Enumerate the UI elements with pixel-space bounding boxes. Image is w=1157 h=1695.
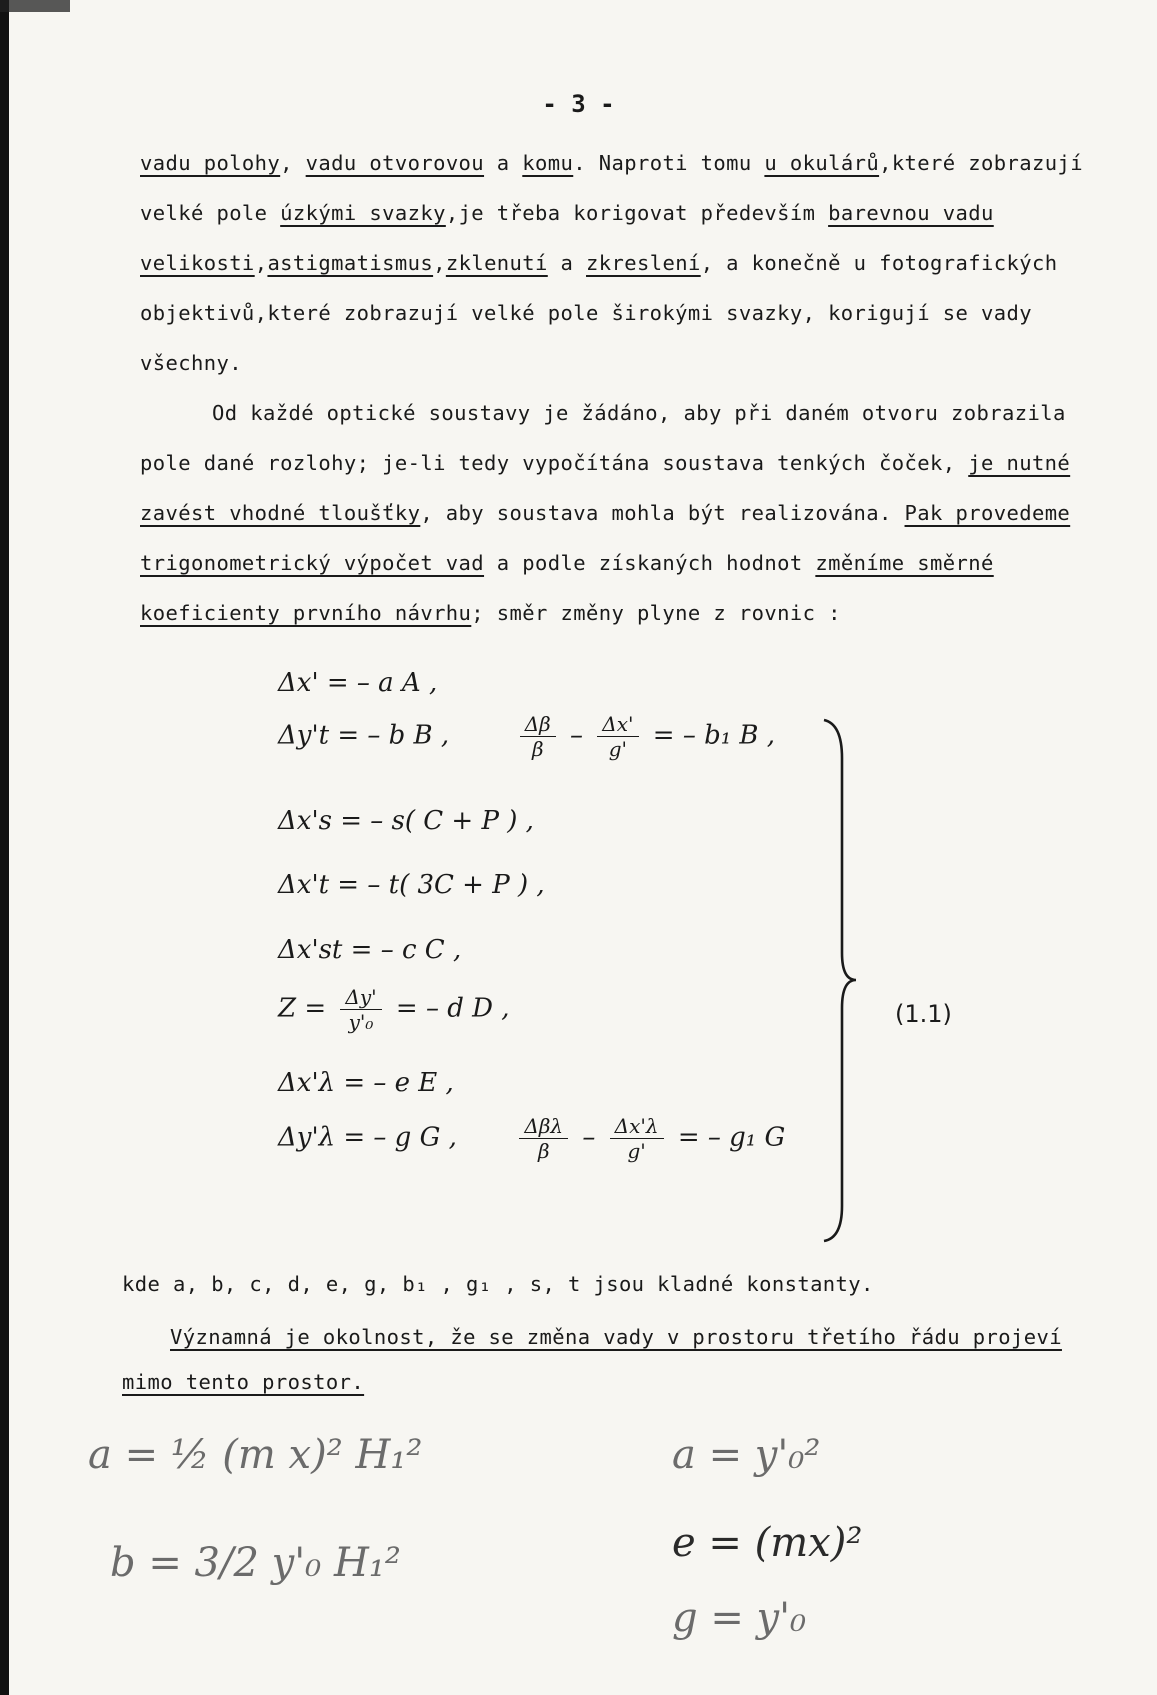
equation-8-fraction-1: $\frac{\text{Δβλ}}{\beta}$ [519, 1114, 568, 1163]
equation-number: (1.1) [895, 1000, 952, 1028]
right-brace [820, 718, 860, 1243]
equation-8-rhs: = – g₁ G [677, 1122, 786, 1153]
p1-segment-0: vadu polohy [140, 151, 281, 175]
p2-segment-6: ; směr změny plyne z rovnic : [471, 601, 841, 625]
equation-2-fraction-2: $\frac{\Delta x'}{g'}$ [597, 712, 638, 761]
p1-segment-3: a [484, 151, 523, 175]
p1-segment-10: barevnou vadu velikosti [140, 201, 994, 275]
page-number: - 3 - [542, 90, 615, 118]
equation-7 [278, 1068, 454, 1098]
p1-segment-12: astigmatismus [267, 251, 434, 275]
equation-8-fraction-2: $\frac{\Delta x'\lambda}{g'}$ [610, 1114, 664, 1163]
note-segment-0: Významná je okolnost, že se změna vady v prostoru třetího řádu projeví mimo tento prostor. [122, 1325, 1062, 1394]
equation-1-text: Δx' = – a A , [278, 668, 438, 698]
equation-4 [278, 870, 545, 900]
p1-segment-5: . Naproti tomu [573, 151, 765, 175]
equation-8-lhs: Δy'λ = – g G , [278, 1122, 457, 1153]
body-text [140, 138, 1110, 638]
equation-2-minus: – [570, 720, 583, 751]
handwritten-right-1: a = y'₀² [672, 1432, 821, 1478]
p1-segment-1: , [280, 151, 306, 175]
p1-segment-4: komu [522, 151, 574, 175]
p1-segment-17: , a konečně u fotografických objektivů,které zobrazují velké pole širokými svazky, korigují se vady všechny. [140, 251, 1058, 375]
equation-6 [278, 985, 510, 1034]
handwritten-b-equation: b = 3/2 y'₀ H₁² [110, 1540, 401, 1586]
p2-segment-3: Pak provedeme trigonometrický výpočet vad [140, 501, 1071, 575]
equation-8 [278, 1114, 785, 1163]
paragraph-1 [140, 138, 1110, 388]
note-paragraph [122, 1315, 1102, 1405]
constants-line: kde a, b, c, d, e, g, b₁ , g₁ , s, t jsou kladné konstanty. [122, 1272, 874, 1296]
p1-segment-14: zklenutí [445, 251, 548, 275]
p2-segment-1: je nutné zavést vhodné tloušťky [140, 451, 1071, 525]
p1-segment-8: úzkými svazky [280, 201, 446, 225]
p1-segment-16: zkreslení [586, 251, 701, 275]
scan-top-mark [0, 0, 70, 12]
equation-6-rhs: = – d D , [395, 993, 510, 1024]
p2-segment-2: , aby soustava mohla být realizována. [420, 501, 905, 525]
p1-segment-2: vadu otvorovou [305, 151, 485, 175]
equation-2-lhs: Δy't = – b B , [278, 720, 450, 751]
p1-segment-15: a [547, 251, 587, 275]
p1-segment-11: , [254, 251, 268, 275]
equation-5 [278, 935, 461, 965]
equation-2-fraction-1: $\frac{\Delta\beta}{\beta}$ [520, 712, 556, 761]
p1-segment-6: u okulárů [764, 151, 880, 175]
handwritten-right-3: g = y'₀ [672, 1595, 807, 1641]
equation-1 [278, 668, 437, 698]
p1-segment-9: ,je třeba korigovat především [445, 201, 829, 225]
p1-segment-7: ,které zobrazují velké pole [140, 151, 1083, 225]
equation-2-rhs: = – b₁ B , [652, 720, 776, 751]
scan-left-edge [0, 0, 9, 1695]
handwritten-right-2: e = (mx)² [672, 1520, 863, 1566]
p2-segment-5: změníme směrné koeficienty prvního návrhu [140, 551, 994, 625]
note-text [122, 1315, 1102, 1405]
equation-4-text: Δx't = – t( 3C + P ) , [278, 870, 545, 900]
handwritten-a-equation: a = ½ (m x)² H₁² [88, 1432, 423, 1478]
equation-7-text: Δx'λ = – e E , [278, 1068, 454, 1098]
equation-3 [278, 806, 534, 836]
equation-5-text: Δx'st = – c C , [278, 935, 462, 965]
equation-3-text: Δx's = – s( C + P ) , [278, 806, 534, 836]
equation-6-fraction: $\frac{\Delta y'}{\text{y'₀}}$ [340, 985, 381, 1034]
p2-segment-4: a podle získaných hodnot [484, 551, 816, 575]
equation-8-minus: – [582, 1122, 596, 1153]
p1-segment-13: , [433, 251, 446, 275]
equation-6-pre: Z = [278, 993, 327, 1024]
p2-segment-0: Od každé optické soustavy je žádáno, aby při daném otvoru zobrazila pole dané rozlohy; je-li tedy vypočítána soustava tenkých čoček, [140, 401, 1066, 475]
equation-2 [278, 712, 775, 761]
paragraph-2 [140, 388, 1110, 638]
